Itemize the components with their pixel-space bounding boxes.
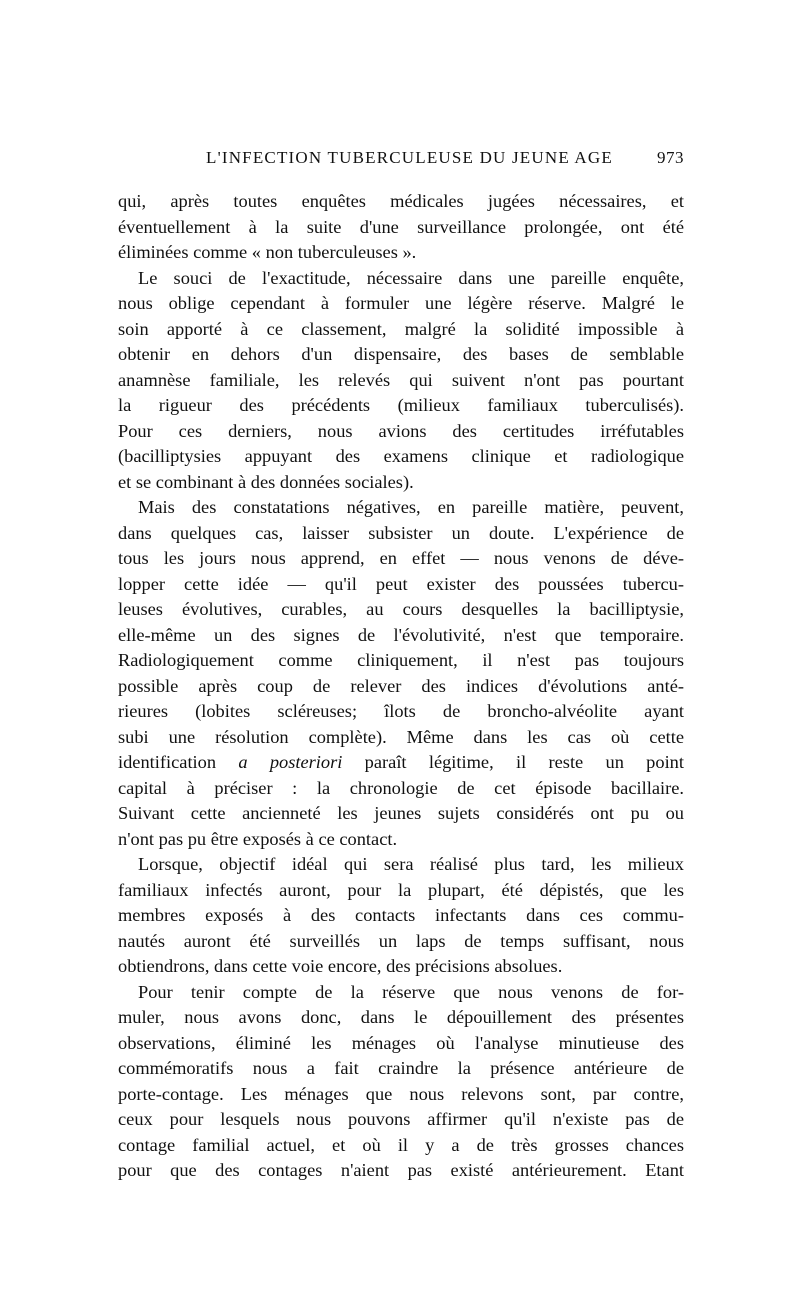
text-line: Lorsque, objectif idéal qui sera réalisé plus tard, les milieux: [138, 854, 684, 874]
paragraph: [118, 852, 684, 980]
paragraph: [118, 189, 684, 266]
text-line: porte-contage. Les ménages que nous relevons sont, par contre,: [118, 1083, 684, 1104]
text-line: ceux pour lesquels nous pouvons affirmer qu'il n'existe pas de: [118, 1109, 684, 1129]
text-line: possible après coup de relever des indices d'évolutions anté-: [118, 675, 684, 696]
text-line: Radiologiquement comme cliniquement, il n'est pas toujours: [118, 650, 684, 670]
paragraph: [118, 495, 684, 852]
paragraph: [118, 266, 684, 496]
running-title: L'INFECTION TUBERCULEUSE DU JEUNE AGE: [206, 148, 613, 167]
text-line: nous oblige cependant à formuler une légère réserve. Malgré le: [118, 293, 684, 313]
text-line: membres exposés à des contacts infectants dans ces commu-: [118, 905, 684, 925]
text-line: obtiendrons, dans cette voie encore, des précisions absolues.: [118, 956, 563, 976]
text-line: rieures (lobites scléreuses; îlots de broncho-alvéolite ayant: [118, 701, 684, 721]
text-line: familiaux infectés auront, pour la plupart, été dépistés, que les: [118, 879, 684, 900]
text-line: la rigueur des précédents (milieux familiaux tuberculisés).: [118, 395, 684, 415]
text-line: Le souci de l'exactitude, nécessaire dans une pareille enquête,: [138, 267, 684, 288]
text-line: et se combinant à des données sociales).: [118, 471, 414, 492]
text-line: lopper cette idée — qu'il peut exister des poussées tubercu-: [118, 573, 684, 594]
text-line: capital à préciser : la chronologie de cet épisode bacillaire.: [118, 777, 684, 798]
text-line: Pour tenir compte de la réserve que nous venons de for-: [138, 981, 684, 1002]
text-line: subi une résolution complète). Même dans les cas où cette: [118, 726, 684, 747]
text-line: qui, après toutes enquêtes médicales jugées nécessaires, et: [118, 191, 684, 211]
text-line: pour que des contages n'aient pas existé antérieurement. Etant: [118, 1160, 684, 1180]
text-line: elle-même un des signes de l'évolutivité, n'est que temporaire.: [118, 624, 684, 645]
text-line: muler, nous avons donc, dans le dépouillement des présentes: [118, 1007, 684, 1027]
text-line: leuses évolutives, curables, au cours desquelles la bacilliptysie,: [118, 599, 684, 619]
text-line: soin apporté à ce classement, malgré la solidité impossible à: [118, 318, 684, 339]
text-line: Pour ces derniers, nous avions des certitudes irréfutables: [118, 420, 684, 441]
text-line: tous les jours nous apprend, en effet — nous venons de déve-: [118, 548, 684, 568]
italic-phrase: a posteriori: [238, 752, 343, 772]
text-line: dans quelques cas, laisser subsister un doute. L'expérience de: [118, 522, 684, 543]
text-line: nautés auront été surveillés un laps de temps suffisant, nous: [118, 930, 684, 951]
text-line: éventuellement à la suite d'une surveillance prolongée, ont été: [118, 216, 684, 237]
body-text: [118, 189, 684, 1184]
text-line: éliminées comme « non tuberculeuses ».: [118, 242, 417, 262]
text-line: (bacilliptysies appuyant des examens clinique et radiologique: [118, 446, 684, 466]
text-line: n'ont pas pu être exposés à ce contact.: [118, 828, 398, 849]
text-line: observations, éliminé les ménages où l'analyse minutieuse des: [118, 1032, 684, 1053]
text-line: anamnèse familiale, les relevés qui suivent n'ont pas pourtant: [118, 369, 684, 390]
text-line: obtenir en dehors d'un dispensaire, des bases de semblable: [118, 344, 684, 364]
text-line: Mais des constatations négatives, en pareille matière, peuvent,: [138, 497, 684, 517]
text-line: Suivant cette ancienneté les jeunes sujets considérés ont pu ou: [118, 803, 684, 823]
text-line: commémoratifs nous a fait craindre la présence antérieure de: [118, 1058, 684, 1078]
page-number: 973: [657, 148, 684, 167]
text-line: contage familial actuel, et où il y a de très grosses chances: [118, 1134, 684, 1155]
running-head: [118, 148, 684, 174]
paragraph: [118, 980, 684, 1184]
text-line: identification a posteriori paraît légitime, il reste un point: [118, 752, 684, 772]
